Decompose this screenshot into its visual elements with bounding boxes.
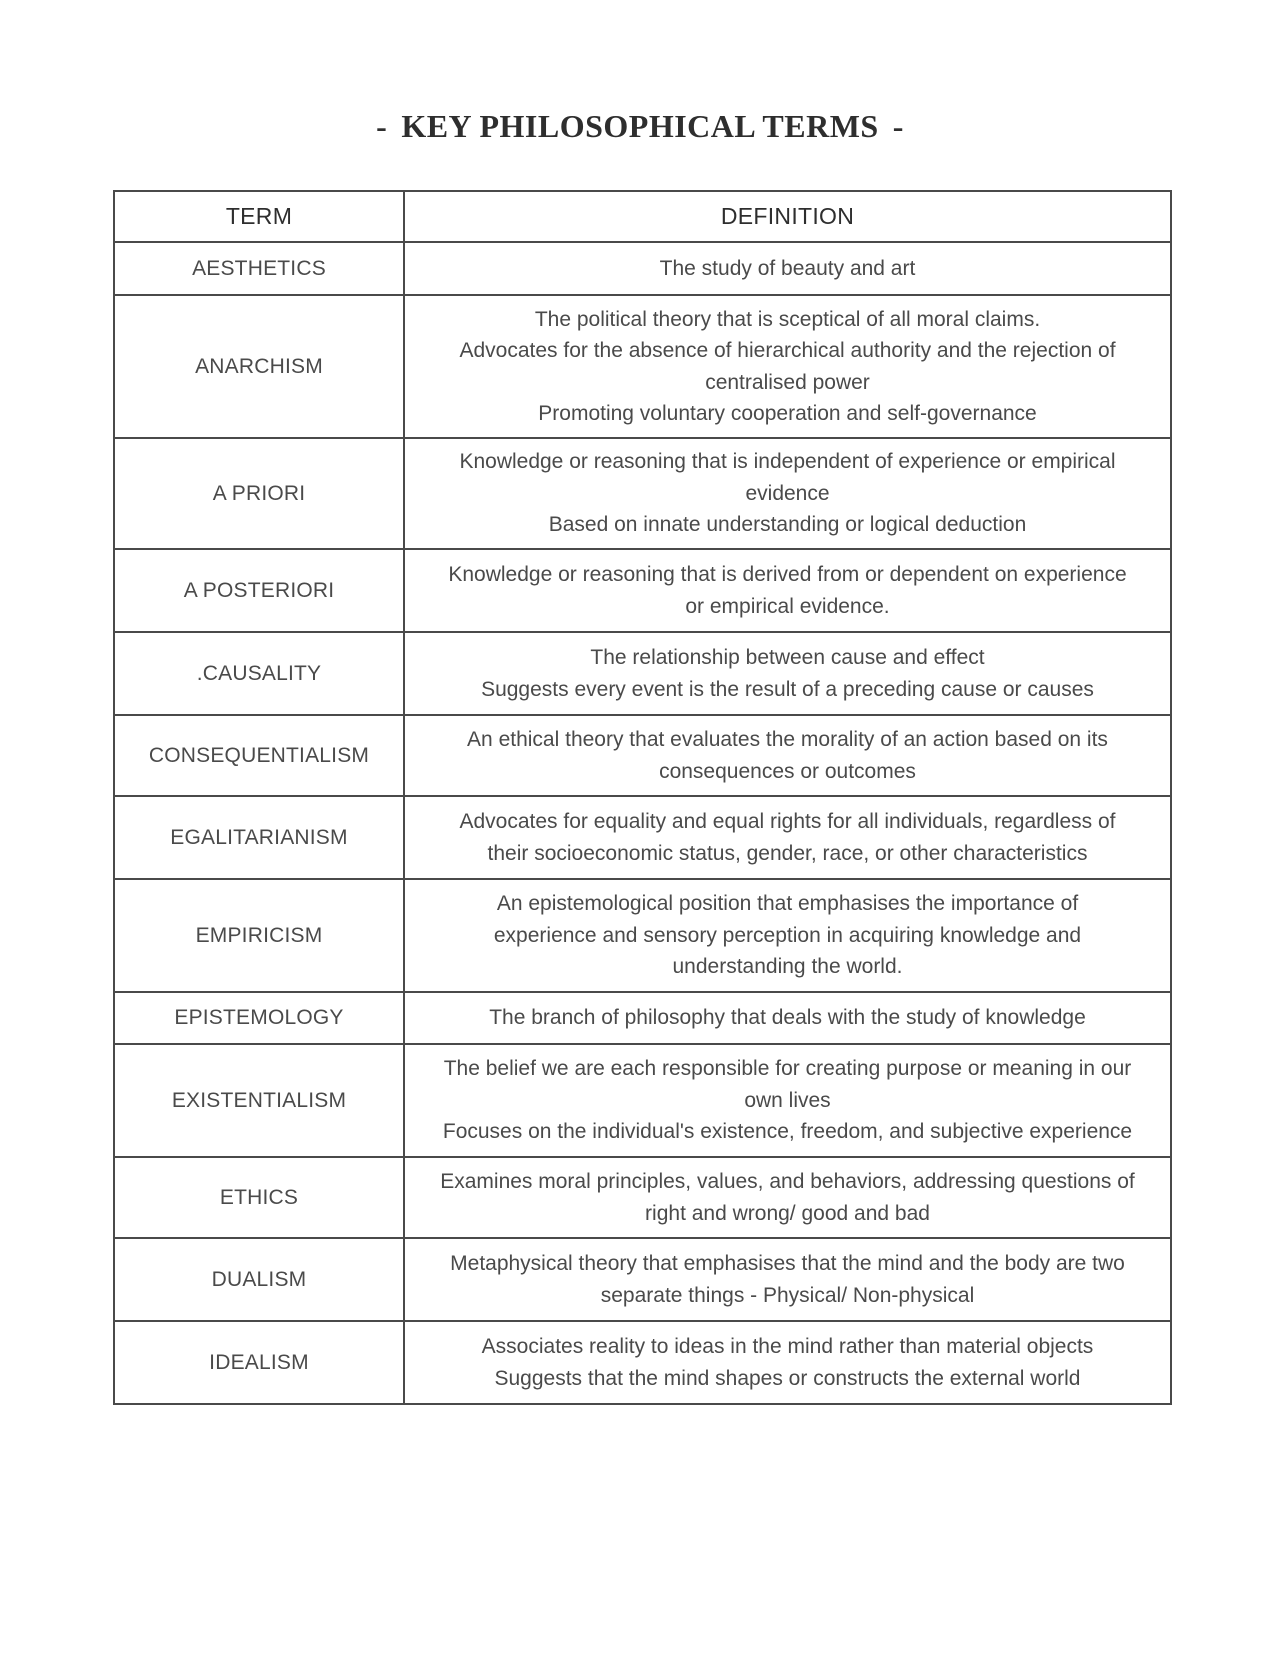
table-row [114,242,1171,295]
term-cell: DUALISM [114,1238,404,1321]
definition-line: understanding the world. [672,955,903,979]
definition-line: own lives [744,1088,831,1112]
definition-cell [404,992,1171,1044]
table-row [114,992,1171,1044]
title-text: KEY PHILOSOPHICAL TERMS [401,108,879,144]
definition-line: The study of beauty and art [659,256,916,280]
definition-cell [404,632,1171,715]
definition-line: Focuses on the individual's existence, freedom, and subjective experience [442,1120,1133,1144]
table-row [114,715,1171,796]
table-row [114,1238,1171,1321]
column-header-term: TERM [114,191,404,242]
term-cell: ANARCHISM [114,295,404,438]
definition-line: consequences or outcomes [659,759,916,783]
term-cell: EGALITARIANISM [114,796,404,879]
table-row [114,632,1171,715]
table-row [114,1157,1171,1238]
title-dash-right: - [892,108,904,144]
definition-line: experience and sensory perception in acquiring knowledge and [493,923,1082,947]
definition-cell [404,549,1171,632]
title-dash-left: - [376,108,388,144]
definition-cell [404,1157,1171,1238]
term-cell: A PRIORI [114,438,404,549]
table-row [114,1321,1171,1404]
definition-cell [404,242,1171,295]
table-row [114,438,1171,549]
definition-line: right and wrong/ good and bad [645,1201,930,1225]
column-header-definition: DEFINITION [404,191,1171,242]
table-row [114,796,1171,879]
term-cell: EPISTEMOLOGY [114,992,404,1044]
definition-cell [404,295,1171,438]
term-cell: CONSEQUENTIALISM [114,715,404,796]
term-cell: EXISTENTIALISM [114,1044,404,1157]
term-cell: .CAUSALITY [114,632,404,715]
definition-line: The relationship between cause and effect [590,646,985,669]
definition-line: Suggests every event is the result of a preceding cause or causes [481,677,1094,701]
table-row [114,1044,1171,1157]
definition-line: Metaphysical theory that emphasises that the mind and the body are two [450,1252,1125,1275]
term-cell: A POSTERIORI [114,549,404,632]
definition-line: The branch of philosophy that deals with the study of knowledge [489,1006,1086,1030]
definition-cell [404,796,1171,879]
table-row [114,549,1171,632]
definition-line: evidence [745,481,830,505]
definition-cell [404,1321,1171,1404]
definition-line: Knowledge or reasoning that is independent of experience or empirical [459,450,1116,474]
definition-line: Suggests that the mind shapes or constructs the external world [494,1366,1081,1390]
definition-line: Advocates for equality and equal rights for all individuals, regardless of [459,810,1116,833]
terms-table [113,190,1172,1405]
definition-cell [404,1044,1171,1157]
definition-line: their socioeconomic status, gender, race, or other characteristics [487,841,1088,865]
definition-line: Promoting voluntary cooperation and self-governance [538,402,1037,425]
definition-line: separate things - Physical/ Non-physical [600,1283,975,1307]
definition-cell [404,1238,1171,1321]
definition-line: or empirical evidence. [685,594,890,618]
definition-line: Examines moral principles, values, and behaviors, addressing questions of [440,1170,1135,1193]
table-header-row [114,191,1171,242]
definition-line: Advocates for the absence of hierarchical authority and the rejection of [459,339,1116,362]
table-body [114,242,1171,1404]
definition-line: Associates reality to ideas in the mind rather than material objects [481,1335,1094,1358]
term-cell: EMPIRICISM [114,879,404,992]
definition-line: Knowledge or reasoning that is derived from or dependent on experience [448,563,1127,586]
definition-cell [404,879,1171,992]
definition-cell [404,715,1171,796]
term-cell: IDEALISM [114,1321,404,1404]
table-row [114,295,1171,438]
table-row [114,879,1171,992]
definition-line: Based on innate understanding or logical deduction [548,513,1027,537]
definition-line: centralised power [705,370,870,394]
definition-line: An epistemological position that emphasises the importance of [496,892,1079,916]
term-cell: AESTHETICS [114,242,404,295]
definition-line: The belief we are each responsible for creating purpose or meaning in our [443,1057,1132,1081]
definition-line: The political theory that is sceptical of all moral claims. [534,307,1041,331]
definition-cell [404,438,1171,549]
page-title [0,108,1280,145]
definition-line: An ethical theory that evaluates the morality of an action based on its [467,728,1108,751]
term-cell: ETHICS [114,1157,404,1238]
